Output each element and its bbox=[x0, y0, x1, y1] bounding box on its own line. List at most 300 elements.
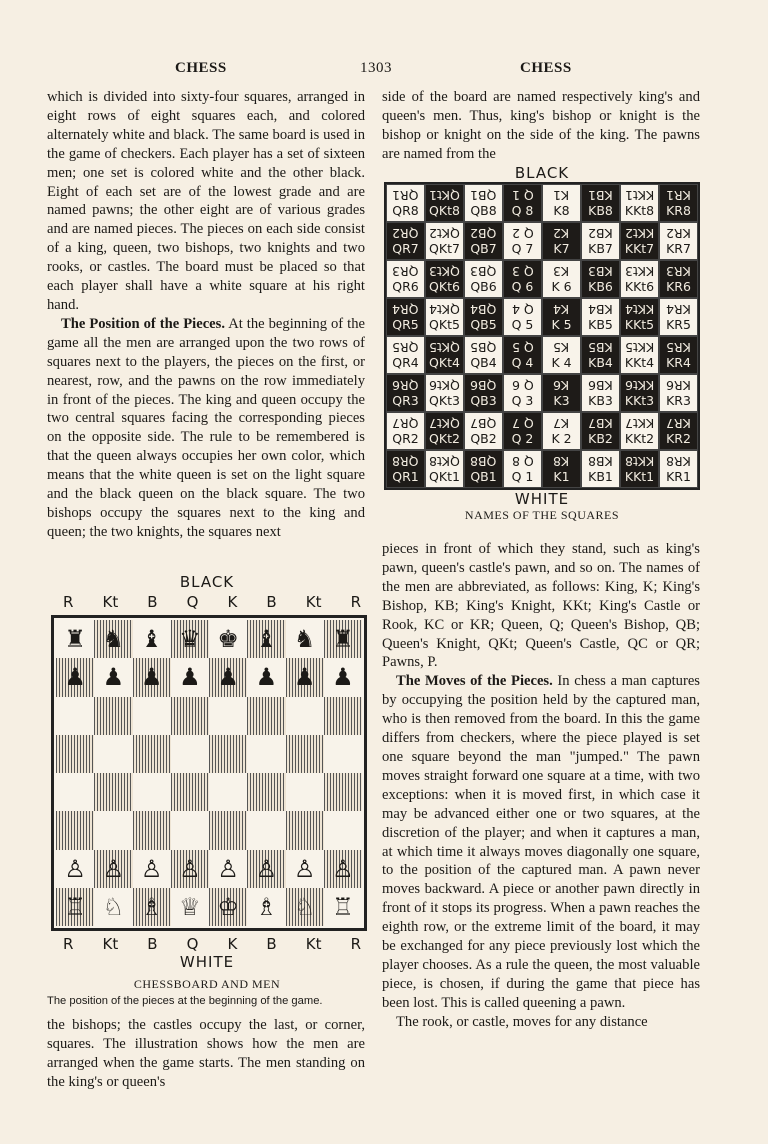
square-name-black: QB7 bbox=[470, 416, 497, 431]
chess-piece-icon: ♙ bbox=[179, 854, 201, 883]
square-name-black: KR5 bbox=[666, 340, 691, 355]
board-square bbox=[324, 850, 362, 888]
board-square bbox=[171, 735, 209, 773]
named-square bbox=[386, 184, 425, 222]
square-name-black: K2 bbox=[553, 226, 570, 241]
square-name-white: QR5 bbox=[392, 317, 419, 332]
file-label: B bbox=[266, 593, 277, 611]
square-name-white: KKt4 bbox=[624, 355, 655, 370]
board-square bbox=[171, 811, 209, 849]
board-square bbox=[324, 697, 362, 735]
file-label: Q bbox=[186, 935, 199, 953]
named-square bbox=[425, 412, 464, 450]
named-square bbox=[386, 450, 425, 488]
square-name-black: QKt1 bbox=[429, 188, 460, 203]
chess-piece-icon: ♟ bbox=[102, 663, 125, 692]
chess-piece-icon: ♙ bbox=[64, 854, 86, 883]
square-name-white: KB7 bbox=[588, 241, 613, 256]
named-square bbox=[620, 374, 659, 412]
board-square bbox=[133, 888, 171, 926]
named-square bbox=[659, 184, 698, 222]
named-square bbox=[386, 336, 425, 374]
file-label: K bbox=[227, 593, 238, 611]
file-label: K bbox=[227, 935, 238, 953]
board-square bbox=[56, 888, 94, 926]
square-name-white: KR4 bbox=[666, 355, 691, 370]
square-name-white: KR2 bbox=[666, 431, 691, 446]
square-name-black: QKt6 bbox=[429, 378, 460, 393]
paragraph-text: At the beginning of the game all the men are arranged upon the two rows of squares next to the players, the pieces on the first, or nearest, row, and the pawns on the row immediately in front of the pieces. The king and queen occupy the two central squares facing the corresponding pieces on the opposite side. The rule to be remembered is that the queen always occupies her own color, which means that the white queen is set on the light square and the black queen on the black square. The two bishops occupy the squares next to the king and queen; the two knights, the squares next bbox=[47, 315, 365, 540]
square-name-black: QR6 bbox=[392, 378, 419, 393]
square-name-black: KKt3 bbox=[624, 264, 655, 279]
named-square bbox=[464, 222, 503, 260]
chess-piece-icon: ♜ bbox=[64, 625, 86, 654]
file-label: Kt bbox=[305, 935, 322, 953]
square-name-white: KR7 bbox=[666, 241, 691, 256]
file-label: Kt bbox=[102, 593, 119, 611]
chess-piece-icon: ♖ bbox=[64, 892, 86, 921]
figure-note: The position of the pieces at the beginning of the game. bbox=[47, 995, 323, 1007]
board-square bbox=[94, 773, 132, 811]
square-name-white: Q 5 bbox=[511, 317, 534, 332]
paragraph bbox=[47, 315, 365, 542]
square-name-white: QKt8 bbox=[429, 203, 460, 218]
square-name-black: KB1 bbox=[588, 188, 613, 203]
square-name-black: KR6 bbox=[666, 378, 691, 393]
square-name-black: Q 5 bbox=[511, 340, 534, 355]
named-square bbox=[386, 374, 425, 412]
named-square bbox=[581, 336, 620, 374]
square-name-black: QKt4 bbox=[429, 302, 460, 317]
named-square bbox=[386, 222, 425, 260]
square-name-white: KB8 bbox=[588, 203, 613, 218]
square-name-black: KKt8 bbox=[624, 454, 655, 469]
square-name-white: QB7 bbox=[470, 241, 497, 256]
square-name-black: K5 bbox=[553, 340, 570, 355]
square-name-white: Q 4 bbox=[511, 355, 534, 370]
names-top-label: BLACK bbox=[514, 164, 570, 182]
named-square bbox=[425, 336, 464, 374]
board-square bbox=[94, 735, 132, 773]
named-square bbox=[620, 298, 659, 336]
square-name-black: KKt1 bbox=[624, 188, 655, 203]
named-square bbox=[503, 260, 542, 298]
board-square bbox=[209, 811, 247, 849]
square-name-black: QR5 bbox=[392, 340, 419, 355]
board-square bbox=[247, 850, 285, 888]
file-label: B bbox=[147, 935, 158, 953]
board-square bbox=[286, 620, 324, 658]
square-name-white: KR5 bbox=[666, 317, 691, 332]
named-square bbox=[620, 222, 659, 260]
named-square bbox=[386, 298, 425, 336]
square-name-black: KB4 bbox=[588, 302, 613, 317]
square-name-white: QB1 bbox=[470, 469, 497, 484]
file-label: Kt bbox=[305, 593, 322, 611]
square-name-white: KKt2 bbox=[624, 431, 655, 446]
chessboard bbox=[51, 615, 367, 931]
square-name-black: K4 bbox=[553, 302, 570, 317]
square-name-black: QB8 bbox=[470, 454, 497, 469]
square-name-white: K 4 bbox=[551, 355, 572, 370]
chess-piece-icon: ♙ bbox=[255, 854, 278, 883]
section-heading: The Position of the Pieces. bbox=[61, 315, 225, 332]
square-name-black: KKt7 bbox=[624, 416, 655, 431]
named-square bbox=[659, 412, 698, 450]
chess-piece-icon: ♗ bbox=[140, 892, 163, 921]
chess-piece-icon: ♝ bbox=[255, 625, 278, 654]
square-name-black: QB6 bbox=[470, 378, 497, 393]
chess-piece-icon: ♗ bbox=[255, 892, 278, 921]
board-square bbox=[286, 773, 324, 811]
square-name-white: KR1 bbox=[666, 469, 691, 484]
chess-piece-icon: ♙ bbox=[293, 854, 316, 883]
square-name-black: QB4 bbox=[470, 302, 497, 317]
board-square bbox=[56, 658, 94, 696]
named-square bbox=[620, 336, 659, 374]
named-square bbox=[581, 450, 620, 488]
square-name-black: QR4 bbox=[392, 302, 419, 317]
square-name-white: KKt8 bbox=[624, 203, 655, 218]
board-square bbox=[286, 735, 324, 773]
named-square bbox=[542, 184, 581, 222]
square-name-white: QR4 bbox=[392, 355, 419, 370]
named-square bbox=[464, 412, 503, 450]
square-name-black: KR8 bbox=[666, 454, 691, 469]
square-name-black: K6 bbox=[553, 378, 570, 393]
chess-piece-icon: ♙ bbox=[102, 854, 125, 883]
named-square bbox=[386, 412, 425, 450]
named-square bbox=[503, 184, 542, 222]
square-name-black: QB5 bbox=[470, 340, 497, 355]
board-square bbox=[133, 620, 171, 658]
named-square bbox=[542, 260, 581, 298]
named-square bbox=[542, 336, 581, 374]
board-square bbox=[209, 620, 247, 658]
named-square bbox=[581, 412, 620, 450]
chess-piece-icon: ♟ bbox=[140, 663, 163, 692]
named-square bbox=[503, 298, 542, 336]
chess-piece-icon: ♔ bbox=[217, 892, 239, 921]
board-square bbox=[247, 811, 285, 849]
square-name-white: KB3 bbox=[588, 393, 613, 408]
board-square bbox=[133, 811, 171, 849]
named-square bbox=[503, 450, 542, 488]
square-name-black: QKt3 bbox=[429, 264, 460, 279]
board-square bbox=[209, 697, 247, 735]
square-name-white: Q 3 bbox=[511, 393, 534, 408]
board-square bbox=[209, 773, 247, 811]
file-label: R bbox=[350, 935, 361, 953]
named-square bbox=[503, 374, 542, 412]
board-bottom-files bbox=[47, 935, 367, 953]
square-name-white: QB2 bbox=[470, 431, 497, 446]
board-square bbox=[286, 888, 324, 926]
board-square bbox=[209, 850, 247, 888]
board-square bbox=[247, 697, 285, 735]
board-square bbox=[56, 735, 94, 773]
board-square bbox=[171, 697, 209, 735]
board-square bbox=[209, 658, 247, 696]
square-name-white: KB6 bbox=[588, 279, 613, 294]
named-square bbox=[425, 222, 464, 260]
board-square bbox=[247, 658, 285, 696]
file-label: B bbox=[147, 593, 158, 611]
square-name-black: KR3 bbox=[666, 264, 691, 279]
square-name-black: KB2 bbox=[588, 226, 613, 241]
square-name-white: KR3 bbox=[666, 393, 691, 408]
figure-caption: CHESSBOARD AND MEN bbox=[133, 977, 281, 991]
square-name-white: KKt7 bbox=[624, 241, 655, 256]
square-name-white: K1 bbox=[553, 469, 570, 484]
named-square bbox=[425, 260, 464, 298]
named-square bbox=[503, 336, 542, 374]
board-square bbox=[247, 773, 285, 811]
square-name-white: QKt2 bbox=[429, 431, 460, 446]
board-square bbox=[324, 773, 362, 811]
named-square bbox=[581, 222, 620, 260]
square-name-white: K 2 bbox=[551, 431, 572, 446]
square-name-black: Q 1 bbox=[511, 188, 534, 203]
board-square bbox=[94, 620, 132, 658]
square-name-white: QR2 bbox=[392, 431, 419, 446]
file-label: R bbox=[63, 935, 74, 953]
named-square bbox=[425, 374, 464, 412]
named-square bbox=[542, 412, 581, 450]
chess-piece-icon: ♟ bbox=[217, 663, 239, 692]
named-square bbox=[620, 450, 659, 488]
board-square bbox=[56, 773, 94, 811]
chess-piece-icon: ♝ bbox=[140, 625, 163, 654]
board-bottom-label: WHITE bbox=[179, 953, 235, 971]
named-square bbox=[659, 222, 698, 260]
board-square bbox=[56, 620, 94, 658]
square-name-white: KB5 bbox=[588, 317, 613, 332]
named-square bbox=[581, 184, 620, 222]
square-name-black: QR7 bbox=[392, 416, 419, 431]
square-name-black: KB7 bbox=[588, 416, 613, 431]
board-square bbox=[209, 735, 247, 773]
named-square bbox=[464, 298, 503, 336]
board-square bbox=[209, 888, 247, 926]
square-name-white: QB5 bbox=[470, 317, 497, 332]
board-square bbox=[171, 888, 209, 926]
chess-piece-icon: ♞ bbox=[102, 625, 125, 654]
square-name-white: Q 7 bbox=[511, 241, 534, 256]
board-square bbox=[94, 850, 132, 888]
board-square bbox=[94, 697, 132, 735]
square-name-white: K 6 bbox=[551, 279, 572, 294]
square-name-white: KKt6 bbox=[624, 279, 655, 294]
named-square bbox=[542, 450, 581, 488]
square-name-white: Q 1 bbox=[511, 469, 534, 484]
square-name-black: Q 8 bbox=[511, 454, 534, 469]
square-name-white: KKt5 bbox=[624, 317, 655, 332]
square-name-black: KKt4 bbox=[624, 302, 655, 317]
named-square bbox=[581, 374, 620, 412]
board-square bbox=[286, 811, 324, 849]
board-top-label: BLACK bbox=[179, 573, 235, 591]
paragraph: The rook, or castle, moves for any distance bbox=[396, 1013, 648, 1030]
named-square bbox=[464, 184, 503, 222]
board-square bbox=[56, 811, 94, 849]
file-label: B bbox=[266, 935, 277, 953]
left-column-bottom bbox=[47, 1016, 365, 1092]
chess-piece-icon: ♟ bbox=[332, 663, 354, 692]
square-name-white: K7 bbox=[553, 241, 570, 256]
square-name-black: K3 bbox=[553, 264, 570, 279]
figure-caption: NAMES OF THE SQUARES bbox=[464, 508, 620, 522]
named-square bbox=[659, 336, 698, 374]
square-name-black: QR8 bbox=[392, 454, 419, 469]
square-name-black: Q 7 bbox=[511, 416, 534, 431]
paragraph: side of the board are named respectively king's and queen's men. Thus, king's bishop or knight is the bishop or knight on the side of the king. The pawns are named from the bbox=[382, 89, 700, 162]
board-square bbox=[94, 658, 132, 696]
square-name-black: KKt2 bbox=[624, 226, 655, 241]
square-name-black: QR2 bbox=[392, 226, 419, 241]
named-square bbox=[464, 450, 503, 488]
board-square bbox=[286, 850, 324, 888]
named-square bbox=[659, 450, 698, 488]
board-square bbox=[247, 735, 285, 773]
paragraph: pieces in front of which they stand, such as king's pawn, queen's castle's pawn, and so on. The names of the men are abbreviated, as follows: King, K; King's Bishop, KB; King's Knight, KKt; King's Castle or Rook, KC or KR; Queen, Q; Queen's Bishop, QB; Queen's Knight, QKt; Queen's Castle, QC or QR; Pawns, P. bbox=[382, 541, 700, 671]
square-name-white: KB4 bbox=[588, 355, 613, 370]
chess-piece-icon: ♟ bbox=[255, 663, 278, 692]
square-name-black: QKt8 bbox=[429, 454, 460, 469]
chess-piece-icon: ♚ bbox=[217, 625, 239, 654]
chess-piece-icon: ♟ bbox=[64, 663, 86, 692]
named-square bbox=[620, 412, 659, 450]
chess-piece-icon: ♖ bbox=[332, 892, 354, 921]
paragraph bbox=[382, 672, 700, 1012]
section-heading: The Moves of the Pieces. bbox=[396, 673, 553, 690]
board-square bbox=[133, 773, 171, 811]
square-name-white: QKt6 bbox=[429, 279, 460, 294]
square-name-black: KKt5 bbox=[624, 340, 655, 355]
square-name-white: Q 2 bbox=[511, 431, 534, 446]
named-square bbox=[620, 184, 659, 222]
named-square bbox=[386, 260, 425, 298]
board-square bbox=[324, 888, 362, 926]
named-square bbox=[659, 298, 698, 336]
named-square bbox=[542, 374, 581, 412]
square-name-black: KB8 bbox=[588, 454, 613, 469]
square-name-black: KB6 bbox=[588, 378, 613, 393]
named-square bbox=[659, 260, 698, 298]
board-square bbox=[247, 620, 285, 658]
square-name-white: QB6 bbox=[470, 279, 497, 294]
file-label: R bbox=[350, 593, 361, 611]
square-name-black: KR4 bbox=[666, 302, 691, 317]
named-square bbox=[542, 298, 581, 336]
square-name-white: K3 bbox=[553, 393, 570, 408]
board-square bbox=[171, 658, 209, 696]
square-name-black: QB3 bbox=[470, 264, 497, 279]
square-name-white: KKt3 bbox=[624, 393, 655, 408]
board-top-files bbox=[47, 593, 367, 611]
square-name-white: QR8 bbox=[392, 203, 419, 218]
board-square bbox=[286, 658, 324, 696]
named-square bbox=[542, 222, 581, 260]
square-name-white: QB8 bbox=[470, 203, 497, 218]
running-header-left: CHESS bbox=[175, 60, 227, 76]
board-square bbox=[171, 620, 209, 658]
square-name-white: QR7 bbox=[392, 241, 419, 256]
figure-chessboard bbox=[47, 573, 367, 1008]
named-square bbox=[659, 374, 698, 412]
square-name-black: KR7 bbox=[666, 416, 691, 431]
square-name-white: QR6 bbox=[392, 279, 419, 294]
file-label: R bbox=[63, 593, 74, 611]
square-name-white: QKt1 bbox=[429, 469, 460, 484]
board-square bbox=[56, 850, 94, 888]
file-label: Q bbox=[186, 593, 199, 611]
square-name-black: KB5 bbox=[588, 340, 613, 355]
named-square bbox=[425, 450, 464, 488]
board-square bbox=[94, 888, 132, 926]
chess-piece-icon: ♞ bbox=[293, 625, 316, 654]
chess-piece-icon: ♟ bbox=[179, 663, 201, 692]
board-square bbox=[171, 850, 209, 888]
square-name-white: K8 bbox=[553, 203, 570, 218]
left-column-top bbox=[47, 88, 365, 542]
square-name-white: KR6 bbox=[666, 279, 691, 294]
named-square bbox=[503, 412, 542, 450]
board-square bbox=[94, 811, 132, 849]
square-name-white: QR1 bbox=[392, 469, 419, 484]
square-name-white: QB3 bbox=[470, 393, 497, 408]
board-square bbox=[324, 658, 362, 696]
figure-square-names bbox=[382, 164, 702, 523]
board-square bbox=[324, 735, 362, 773]
names-board bbox=[384, 182, 700, 490]
named-square bbox=[464, 260, 503, 298]
chess-piece-icon: ♟ bbox=[293, 663, 316, 692]
square-name-black: QB1 bbox=[470, 188, 497, 203]
right-column-bottom bbox=[382, 540, 700, 1032]
board-square bbox=[171, 773, 209, 811]
named-square bbox=[425, 298, 464, 336]
paragraph: which is divided into sixty-four squares, arranged in eight rows of eight squares each, and colored alternately white and black. The same board is used in the game of checkers. Each player has a set of sixteen men; one set is colored white and the other black. Eight of each set are of the lowest grade and are named pawns; the other eight are of various grades and are named pieces. The pieces on each side consist of a king, queen, two bishops, two knights and two rooks, or castles. The board must be placed so that each player shall have a white square at his right hand. bbox=[47, 89, 365, 313]
square-name-black: QR3 bbox=[392, 264, 419, 279]
right-column-top bbox=[382, 88, 700, 164]
square-name-black: KR1 bbox=[666, 188, 691, 203]
board-square bbox=[133, 735, 171, 773]
square-name-black: KB3 bbox=[588, 264, 613, 279]
square-name-black: QR1 bbox=[392, 188, 419, 203]
named-square bbox=[503, 222, 542, 260]
square-name-black: KR2 bbox=[666, 226, 691, 241]
board-square bbox=[133, 658, 171, 696]
chess-piece-icon: ♙ bbox=[217, 854, 239, 883]
square-name-white: QR3 bbox=[392, 393, 419, 408]
square-name-black: K7 bbox=[553, 416, 570, 431]
named-square bbox=[620, 260, 659, 298]
named-square bbox=[581, 260, 620, 298]
named-square bbox=[581, 298, 620, 336]
square-name-white: Q 8 bbox=[511, 203, 534, 218]
chess-piece-icon: ♙ bbox=[140, 854, 163, 883]
named-square bbox=[425, 184, 464, 222]
paragraph-text: In chess a man captures by occupying the position held by the captured man, who is then removed from the board. In this the game differs from checkers, where the piece played is set one square beyond the man "jumped." The pawn moves straight forward one square at a time, with two exceptions: when it is moved first, in which case it may be advanced either one or two squares, at the discretion of the player; and when it captures a man, at which time it always moves diagonally one square, to the position of the captured man. A pawn never moves backward. A piece or another pawn directly in front of it stops its progress. When a pawn reaches the eighth row, or the extreme limit of the board, it may be exchanged for any piece previously lost which the player chooses. As a rule the queen, the most valuable piece, is chosen, if during the game that piece has been lost. This is called queening a pawn. bbox=[382, 673, 700, 1011]
square-name-white: KR8 bbox=[666, 203, 691, 218]
chess-piece-icon: ♘ bbox=[102, 892, 125, 921]
chess-piece-icon: ♛ bbox=[179, 625, 201, 654]
board-square bbox=[133, 850, 171, 888]
square-name-black: KKt6 bbox=[624, 378, 655, 393]
square-name-white: QKt3 bbox=[429, 393, 460, 408]
square-name-black: Q 3 bbox=[511, 264, 534, 279]
